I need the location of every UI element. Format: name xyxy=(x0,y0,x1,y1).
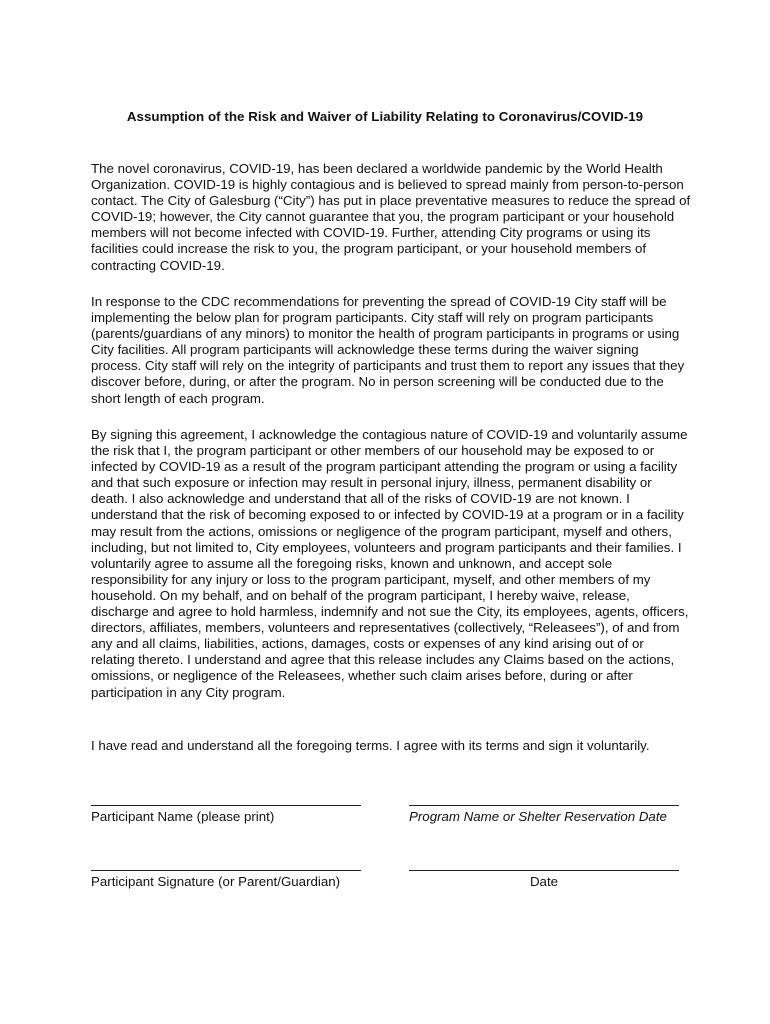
date-label: Date xyxy=(529,874,559,889)
paragraph-agreement xyxy=(91,427,691,701)
paragraph-text: In response to the CDC recommendations for preventing the spread of COVID-19 City staff will be implementing the below plan for program participants. City staff will rely on program participants (parents/guardians of any minors) to monitor the health of program participants in programs or using City facilities. All program participants will acknowledge these terms during the waiver signing process. City staff will rely on the integrity of participants and trust them to report any issues that they discover before, during, or after the program. No in person screening will be conducted due to the short length of each program. xyxy=(91,294,685,406)
signature-line xyxy=(91,805,361,806)
signature-line xyxy=(409,870,679,871)
signature-line xyxy=(409,805,679,806)
document-title: Assumption of the Risk and Waiver of Liability Relating to Coronavirus/COVID-19 xyxy=(126,109,644,124)
paragraph-cdc-plan xyxy=(91,294,691,407)
participant-name-field[interactable] xyxy=(91,805,361,825)
paragraph-text: By signing this agreement, I acknowledge the contagious nature of COVID-19 and voluntarily assume the risk that I, the program participant or other members of our household may be exposed to or infected by COVID-19 as a result of the program participant attending the program or using a facility and that such exposure or infection may result in personal injury, illness, permanent disability or death. I also acknowledge and understand that all of the risks of COVID-19 are not known. I understand that the risk of becoming exposed to or infected by COVID-19 at a program or in a facility may result from the actions, omissions or negligence of the program participant, myself and others, including, but not limited to, City employees, volunteers and program participants and their families. I voluntarily agree to assume all the foregoing risks, known and unknown, and accept sole responsibility for any injury or loss to the program participant, myself, and other members of my household. On my behalf, and on behalf of the program participant, I hereby waive, release, discharge and agree to hold harmless, indemnify and not sue the City, its employees, agents, officers, directors, affiliates, members, volunteers and representatives (collectively, “Releasees”), of and from any and all claims, liabilities, actions, damages, costs or expenses of any kind arising out of or relating thereto. I understand and agree that this release includes any Claims based on the actions, omissions, or negligence of the Releasees, whether such claim arises before, during or after participation in any City program. xyxy=(91,427,689,700)
participant-name-label: Participant Name (please print) xyxy=(91,809,275,824)
participant-signature-label: Participant Signature (or Parent/Guardian) xyxy=(91,874,341,889)
participant-signature-field[interactable] xyxy=(91,870,361,890)
signature-line xyxy=(91,870,361,871)
date-field[interactable] xyxy=(409,870,679,890)
paragraph-pandemic-notice xyxy=(91,161,691,274)
program-name-label: Program Name or Shelter Reservation Date xyxy=(409,809,667,824)
paragraph-text: The novel coronavirus, COVID-19, has been declared a worldwide pandemic by the World Health Organization. COVID-19 is highly contagious and is believed to spread mainly from person-to-person contact. The City of Galesburg (“City”) has put in place preventative measures to reduce the spread of COVID-19; however, the City cannot guarantee that you, the program participant or your household members will not become infected with COVID-19. Further, attending City programs or using its facilities could increase the risk to you, the program participant, or your household members of contracting COVID-19. xyxy=(91,161,691,273)
paragraph-acknowledgement xyxy=(91,738,691,754)
paragraph-text: I have read and understand all the foregoing terms. I agree with its terms and sign it voluntarily. xyxy=(91,738,650,753)
program-name-field[interactable] xyxy=(409,805,679,825)
